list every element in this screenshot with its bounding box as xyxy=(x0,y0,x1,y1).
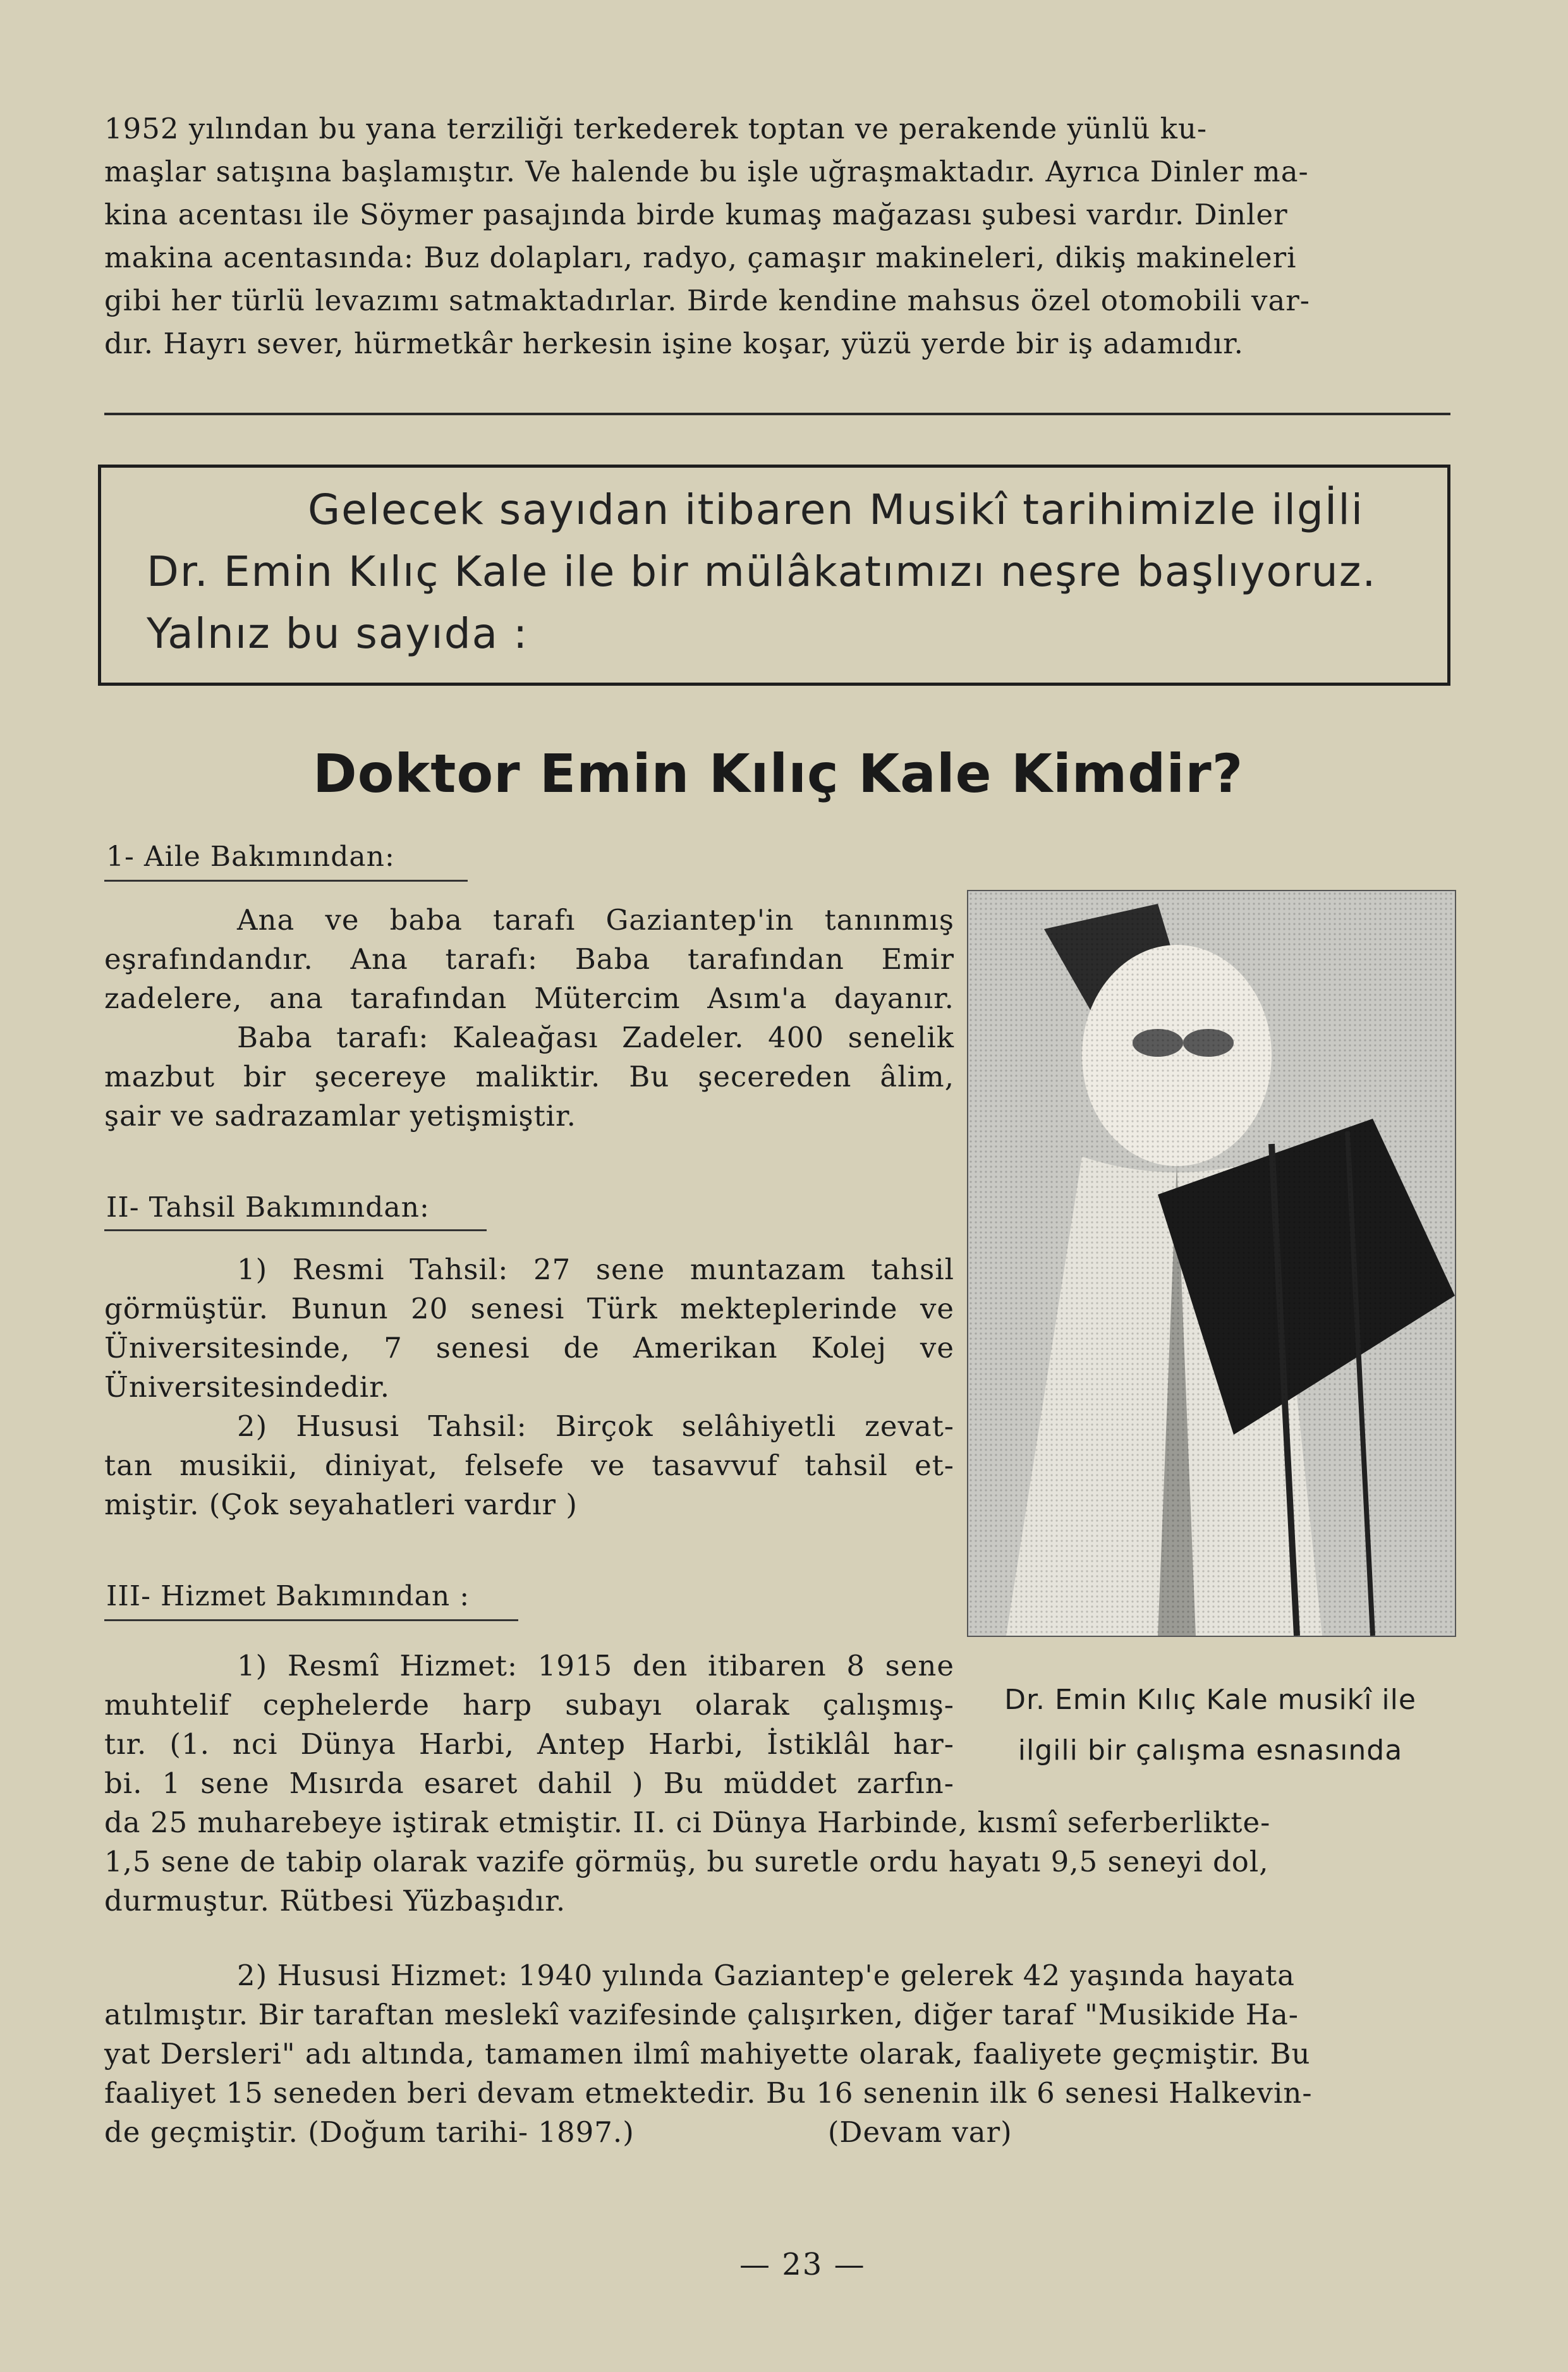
text-line: zadelere, ana tarafından Mütercim Asım'a dayanır. xyxy=(104,982,954,1015)
intro-paragraph xyxy=(104,107,1450,365)
text-line: yat Dersleri" adı altında, tamamen ilmî mahiyette olarak, faaliyete geçmiştir. Bu xyxy=(104,2037,1311,2071)
text-line: görmüştür. Bunun 20 senesi Türk mekteplerinde ve xyxy=(104,1292,954,1325)
section-heading-service: III- Hizmet Bakımından : xyxy=(106,1580,470,1612)
intro-line: maşlar satışına başlamıştır. Ve halende bu işle uğraşmaktadır. Ayrıca Dinler ma- xyxy=(104,155,1309,188)
text-line: bi. 1 sene Mısırda esaret dahil ) Bu müddet zarfın- xyxy=(104,1767,954,1800)
text-line: 2) Hususi Hizmet: 1940 yılında Gaziantep'e gelerek 42 yaşında hayata xyxy=(237,1959,1296,1992)
page-number: — 23 — xyxy=(739,2247,866,2282)
caption-line: Dr. Emin Kılıç Kale musikî ile xyxy=(1004,1684,1416,1716)
section-education-text xyxy=(104,1250,954,1524)
heading-underline xyxy=(104,880,468,882)
text-line: faaliyet 15 seneden beri devam etmektedir. Bu 16 senenin ilk 6 senesi Halkevin- xyxy=(104,2076,1313,2110)
notice-line: Gelecek sayıdan itibaren Musikî tarihimizle ilgİli xyxy=(308,485,1364,534)
text-line: tan musikii, diniyat, felsefe ve tasavvuf tahsil et- xyxy=(104,1449,954,1482)
text-line: 1) Resmi Tahsil: 27 sene muntazam tahsil xyxy=(237,1253,954,1286)
text-line: eşrafındandır. Ana tarafı: Baba tarafından Emir xyxy=(104,942,954,976)
text-line: da 25 muharebeye iştirak etmiştir. II. ci Dünya Harbinde, kısmî seferberlikte- xyxy=(104,1806,1271,1839)
notice-box xyxy=(98,465,1450,686)
intro-line: makina acentasında: Buz dolapları, radyo, çamaşır makineleri, dikiş makineleri xyxy=(104,241,1297,274)
heading-underline xyxy=(104,1229,487,1231)
service-continued-text xyxy=(104,1803,1450,1921)
text-line: atılmıştır. Bir taraftan meslekî vazifesinde çalışırken, diğer taraf "Musikide Ha- xyxy=(104,1998,1299,2031)
photo-caption xyxy=(967,1675,1454,1776)
intro-line: dır. Hayrı sever, hürmetkâr herkesin işine koşar, yüzü yerde bir iş adamıdır. xyxy=(104,327,1244,360)
text-line: Ana ve baba tarafı Gaziantep'in tanınmış xyxy=(237,903,954,937)
section-service-text xyxy=(104,1646,954,1803)
section-heading-education: II- Tahsil Bakımından: xyxy=(106,1191,430,1224)
text-line: durmuştur. Rütbesi Yüzbaşıdır. xyxy=(104,1884,566,1918)
divider-rule xyxy=(104,413,1450,415)
section-heading-family: 1- Aile Bakımından: xyxy=(106,841,395,873)
portrait-photo-graphic xyxy=(968,891,1455,1636)
text-line: Üniversitesindedir. xyxy=(104,1370,391,1404)
text-line: muhtelif cephelerde harp subayı olarak çalışmış- xyxy=(104,1688,954,1722)
intro-line: 1952 yılından bu yana terziliği terkederek toptan ve perakende yünlü ku- xyxy=(104,112,1208,145)
text-line: Baba tarafı: Kaleağası Zadeler. 400 senelik xyxy=(237,1021,954,1054)
text-line: Üniversitesinde, 7 senesi de Amerikan Kolej ve xyxy=(104,1331,954,1365)
text-line: tır. (1. nci Dünya Harbi, Antep Harbi, İstiklâl har- xyxy=(104,1727,954,1761)
text-line: 2) Hususi Tahsil: Birçok selâhiyetli zevat- xyxy=(237,1409,954,1443)
heading-underline xyxy=(104,1619,518,1621)
private-service-text xyxy=(104,1956,1450,2152)
intro-line: kina acentası ile Söymer pasajında birde kumaş mağazası şubesi vardır. Dinler xyxy=(104,198,1288,231)
section-family-text xyxy=(104,901,954,1136)
article-headline: Doktor Emin Kılıç Kale Kimdir? xyxy=(313,743,1244,805)
text-line: 1,5 sene de tabip olarak vazife görmüş, bu suretle ordu hayatı 9,5 seneyi dol, xyxy=(104,1845,1269,1878)
caption-line: ilgili bir çalışma esnasında xyxy=(1018,1734,1403,1767)
notice-line: Dr. Emin Kılıç Kale ile bir mülâkatımızı neşre başlıyoruz. xyxy=(147,547,1377,596)
text-line: 1) Resmî Hizmet: 1915 den itibaren 8 sene xyxy=(237,1649,954,1682)
text-line: de geçmiştir. (Doğum tarihi- 1897.) (Devam var) xyxy=(104,2115,1012,2149)
intro-line: gibi her türlü levazımı satmaktadırlar. Birde kendine mahsus özel otomobili var- xyxy=(104,284,1310,317)
portrait-photo xyxy=(967,890,1456,1637)
text-line: mazbut bir şecereye maliktir. Bu şecereden âlim, xyxy=(104,1060,954,1093)
notice-line: Yalnız bu sayıda : xyxy=(147,609,529,658)
text-line: şair ve sadrazamlar yetişmiştir. xyxy=(104,1099,576,1133)
text-line: miştir. (Çok seyahatleri vardır ) xyxy=(104,1488,578,1521)
